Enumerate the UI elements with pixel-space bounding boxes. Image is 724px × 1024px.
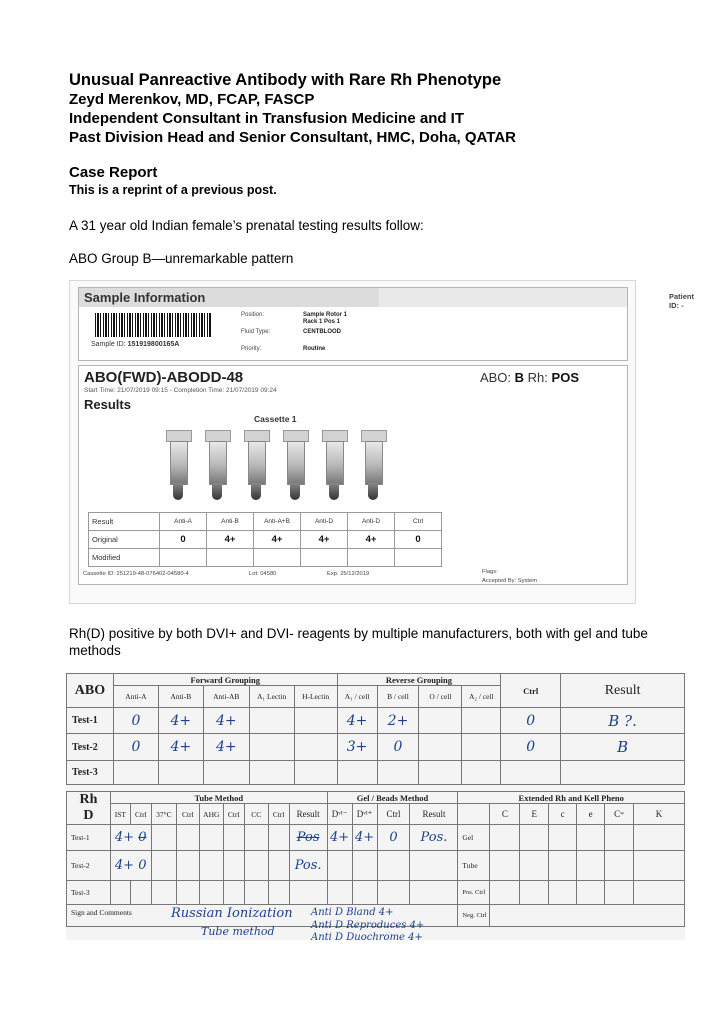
original-value: 4+ [207, 531, 254, 549]
tube-col-header: CC [244, 804, 268, 825]
priority-label: Priority: [241, 346, 262, 352]
abo-form-table [66, 673, 685, 785]
accepted-by: Accepted By: System [482, 578, 538, 584]
hw-value: Pos. [410, 825, 458, 851]
sample-info-panel [78, 287, 695, 361]
fluid-value: CENTBLOOD [303, 329, 341, 335]
pheno-row-label: Gel [458, 825, 490, 851]
gel-method-header: Gel / Beads Method [327, 792, 458, 804]
fluid-label: Fluid Type: [241, 329, 271, 335]
fwd-col-header: A₁ Lectin [249, 686, 294, 708]
position-label: Position: [241, 312, 265, 318]
abo-row-label: Test-1 [67, 708, 114, 734]
rev-col-header: A₂ / cell [462, 686, 501, 708]
tube-col-header: Result [289, 804, 327, 825]
rh-row-label: Test-3 [67, 881, 111, 905]
hw-value: 4+ [158, 708, 203, 734]
cassette-id: Cassette ID: 251219-48-076402-04580-4 [83, 571, 189, 577]
pheno-row-label: Neg. Ctrl [458, 905, 490, 927]
abo-row-label: Test-3 [67, 761, 114, 785]
expiry-date: Exp. 25/12/2019 [327, 571, 370, 577]
sample-id: Sample ID: 151919800165A [91, 341, 180, 348]
test-times: Start Time: 21/07/2019 09:15 - Completion Time: 21/07/2019 09:24 [84, 387, 277, 394]
rh-paragraph: Rh(D) positive by both DVI+ and DVI- reagents by multiple manufacturers, both with gel and tube methods [69, 626, 648, 658]
article-header [69, 70, 689, 147]
row-modified-label: Modified [89, 549, 160, 567]
hw-value: 4+ [352, 825, 377, 851]
hw-value: 3+ [337, 734, 377, 761]
original-value: 0 [395, 531, 442, 549]
result-header: Result [561, 674, 685, 708]
fwd-col-header: Anti-AB [203, 686, 249, 708]
hw-value: 4+ 0 [110, 851, 151, 881]
flags: Flags: [482, 569, 498, 575]
scanned-form [66, 673, 685, 943]
tube-col-header: IST [110, 804, 130, 825]
fwd-col-header: H-Lectin [294, 686, 337, 708]
gel-col-header: Dᵛᴵ⁺ [352, 804, 377, 825]
hw-comment: Anti D Bland 4+ [311, 907, 394, 918]
reprint-note: This is a reprint of a previous post. [69, 183, 277, 197]
pheno-col-header: e [577, 804, 605, 825]
hw-value: 4+ [203, 708, 249, 734]
tube-method-header: Tube Method [110, 792, 327, 804]
author-affiliation: Past Division Head and Senior Consultant, HMC, Doha, QATAR [69, 129, 516, 146]
article-title: Unusual Panreactive Antibody with Rare Rh Phenotype [69, 71, 502, 89]
tube-col-header: Ctrl [130, 804, 151, 825]
hw-comment: Russian Ionization [171, 906, 293, 921]
gel-col-header: Result [410, 804, 458, 825]
gel-tube [166, 430, 190, 502]
row-original-label: Original [89, 531, 160, 549]
column-header: Anti-B [207, 513, 254, 531]
hw-value: Pos [289, 825, 327, 851]
tube-col-header: Ctrl [268, 804, 289, 825]
tube-col-header: AHG [199, 804, 223, 825]
abo-row-label: Test-2 [67, 734, 114, 761]
rev-col-header: A₁ / cell [337, 686, 377, 708]
sample-info-title: Sample Information [79, 288, 384, 307]
hw-value: 0 [377, 825, 410, 851]
original-value: 4+ [254, 531, 301, 549]
intro-paragraph: A 31 year old Indian female’s prenatal testing results follow: [69, 218, 424, 233]
hw-value: 4+ [158, 734, 203, 761]
barcode [95, 313, 211, 337]
abo-rh-result: ABO: B Rh: POS [479, 370, 579, 385]
case-heading: Case Report [69, 164, 158, 181]
hw-value: 4+ [203, 734, 249, 761]
analyzer-screenshot [69, 280, 695, 604]
gel-tube [322, 430, 346, 502]
pheno-row-label: Pos. Ctrl [458, 881, 490, 905]
result-table [88, 512, 442, 567]
pheno-col-header: Cʷ [605, 804, 634, 825]
hw-value: 0 [113, 708, 158, 734]
rh-row-label: Test-1 [67, 825, 111, 851]
forward-grouping-header: Forward Grouping [113, 674, 337, 686]
extended-pheno-header: Extended Rh and Kell Pheno [458, 792, 685, 804]
fwd-col-header: Anti-A [113, 686, 158, 708]
abo-label: ABO [67, 674, 114, 708]
pheno-col-header: C [490, 804, 520, 825]
hw-value: 4+ [337, 708, 377, 734]
position-value-2: Rack 1 Pos 1 [303, 319, 341, 325]
column-header: Anti-A+B [254, 513, 301, 531]
pheno-col-header: c [549, 804, 577, 825]
tube-col-header: 37°C [151, 804, 176, 825]
position-value-1: Sample Rotor 1 [303, 312, 348, 318]
rev-col-header: O / cell [419, 686, 462, 708]
gel-col-header: Ctrl [377, 804, 410, 825]
fwd-col-header: Anti-B [158, 686, 203, 708]
gel-tube [361, 430, 385, 502]
hw-value: 2+ [377, 708, 419, 734]
lot-number: Lot: 04580 [249, 571, 277, 577]
hw-value: 0 [113, 734, 158, 761]
gel-tube [283, 430, 307, 502]
hw-value: 0 [377, 734, 419, 761]
ctrl-header: Ctrl [501, 674, 561, 708]
rh-d-label: Rh D [67, 792, 111, 825]
column-header: Anti-D [348, 513, 395, 531]
sign-comments-cell: Sign and Comments [67, 905, 458, 927]
original-value: 4+ [348, 531, 395, 549]
original-value: 0 [160, 531, 207, 549]
pheno-row-label: Tube [458, 851, 490, 881]
hw-value: 0 [501, 708, 561, 734]
hw-value: 4+ [327, 825, 352, 851]
hw-comment: Anti D Duochrome 4+ [311, 932, 423, 943]
abo-test-panel [78, 365, 628, 585]
hw-comment: Tube method [201, 925, 275, 938]
hw-comment: Anti D Reproduces 4+ [311, 920, 425, 931]
hw-value: 0 [501, 734, 561, 761]
abo-paragraph: ABO Group B—unremarkable pattern [69, 251, 294, 266]
results-label: Results [84, 397, 131, 412]
tube-col-header: Ctrl [223, 804, 244, 825]
patient-id: Patient ID: - [669, 292, 695, 310]
hw-value: Pos. [289, 851, 327, 881]
pheno-col-header: E [520, 804, 549, 825]
pheno-col-header: K [633, 804, 684, 825]
rev-col-header: B / cell [377, 686, 419, 708]
test-title: ABO(FWD)-ABODD-48 [84, 369, 244, 386]
author-name: Zeyd Merenkov, MD, FCAP, FASCP [69, 91, 315, 108]
tube-col-header: Ctrl [176, 804, 199, 825]
gel-tube [205, 430, 229, 502]
column-header: Anti-A [160, 513, 207, 531]
hw-result: B [561, 734, 685, 761]
column-header: Anti-D [301, 513, 348, 531]
reverse-grouping-header: Reverse Grouping [337, 674, 501, 686]
row-result-label: Result [89, 513, 160, 531]
gel-col-header: Dᵛᴵ⁻ [327, 804, 352, 825]
priority-value: Routine [303, 346, 326, 352]
rh-row-label: Test-2 [67, 851, 111, 881]
original-value: 4+ [301, 531, 348, 549]
column-header: Ctrl [395, 513, 442, 531]
hw-value: 4+ 0 [110, 825, 151, 851]
cassette-label: Cassette 1 [254, 414, 297, 424]
author-role: Independent Consultant in Transfusion Medicine and IT [69, 110, 465, 127]
hw-result: B ?. [561, 708, 685, 734]
gel-tube [244, 430, 268, 502]
